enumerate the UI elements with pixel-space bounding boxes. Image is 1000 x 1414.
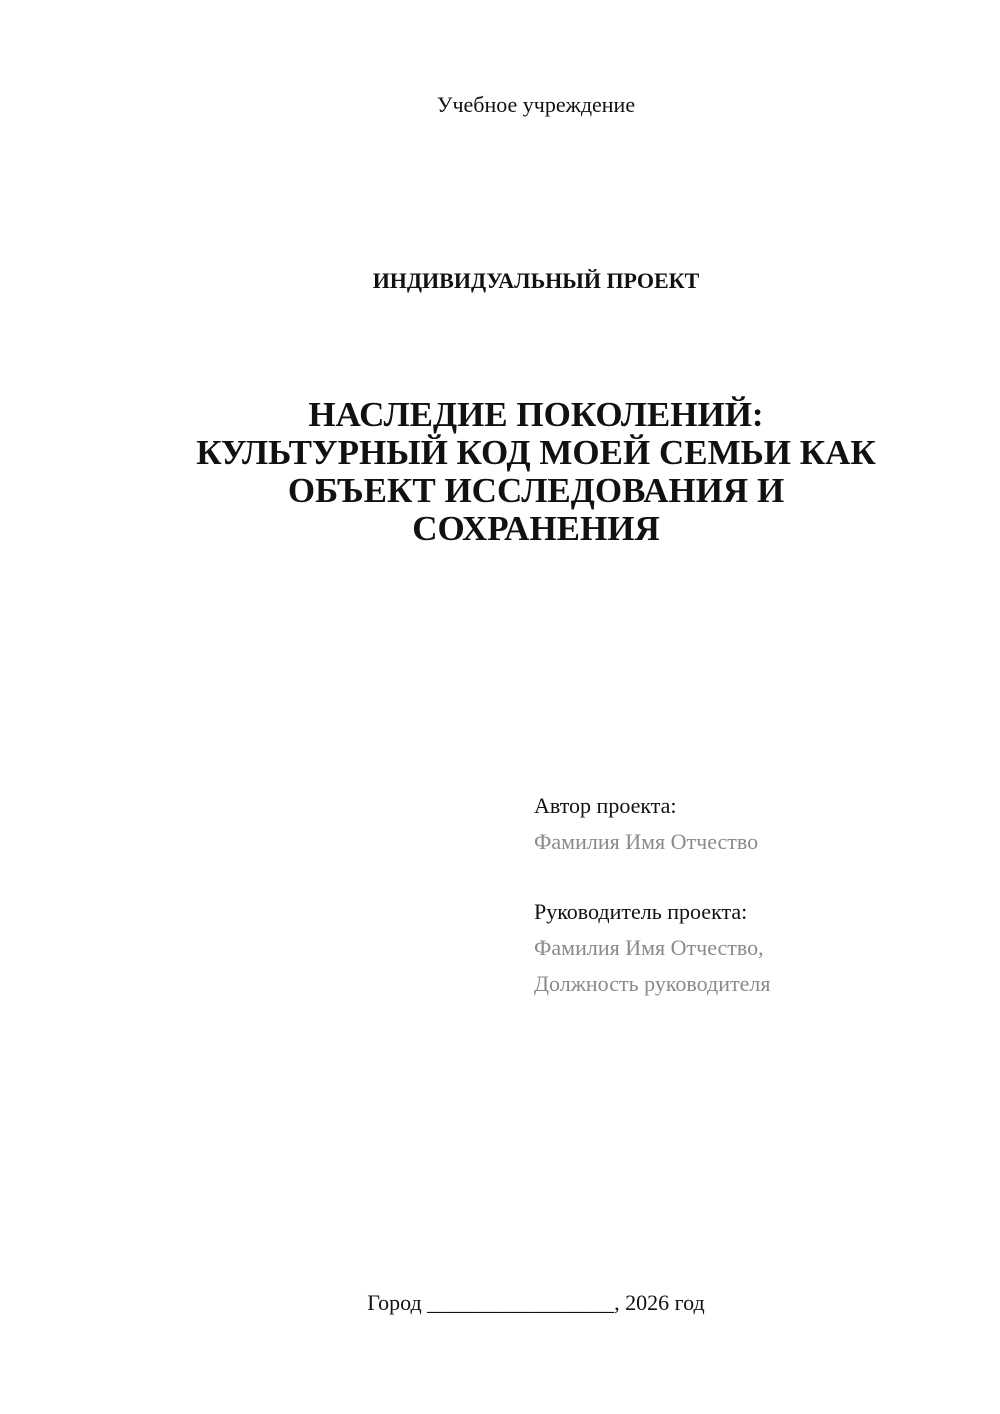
credits-spacer — [534, 860, 770, 894]
document-type: ИНДИВИДУАЛЬНЫЙ ПРОЕКТ — [372, 268, 700, 293]
author-name: Фамилия Имя Отчество — [534, 829, 759, 854]
project-title — [110, 396, 962, 548]
supervisor-position: Должность руководителя — [534, 971, 771, 996]
author-label: Автор проекта: — [534, 793, 677, 818]
credits-block — [534, 788, 770, 1002]
supervisor-name: Фамилия Имя Отчество, — [534, 935, 764, 960]
title-line: СОХРАНЕНИЯ — [412, 509, 660, 548]
supervisor-label: Руководитель проекта: — [534, 899, 748, 924]
institution-name: Учебное учреждение — [436, 92, 636, 117]
title-line: КУЛЬТУРНЫЙ КОД МОЕЙ СЕМЬИ КАК — [196, 433, 876, 472]
city-year-line: Город _________________, 2026 год — [367, 1290, 705, 1315]
title-line: ОБЪЕКТ ИССЛЕДОВАНИЯ И — [287, 471, 785, 510]
title-line: НАСЛЕДИЕ ПОКОЛЕНИЙ: — [308, 395, 764, 434]
